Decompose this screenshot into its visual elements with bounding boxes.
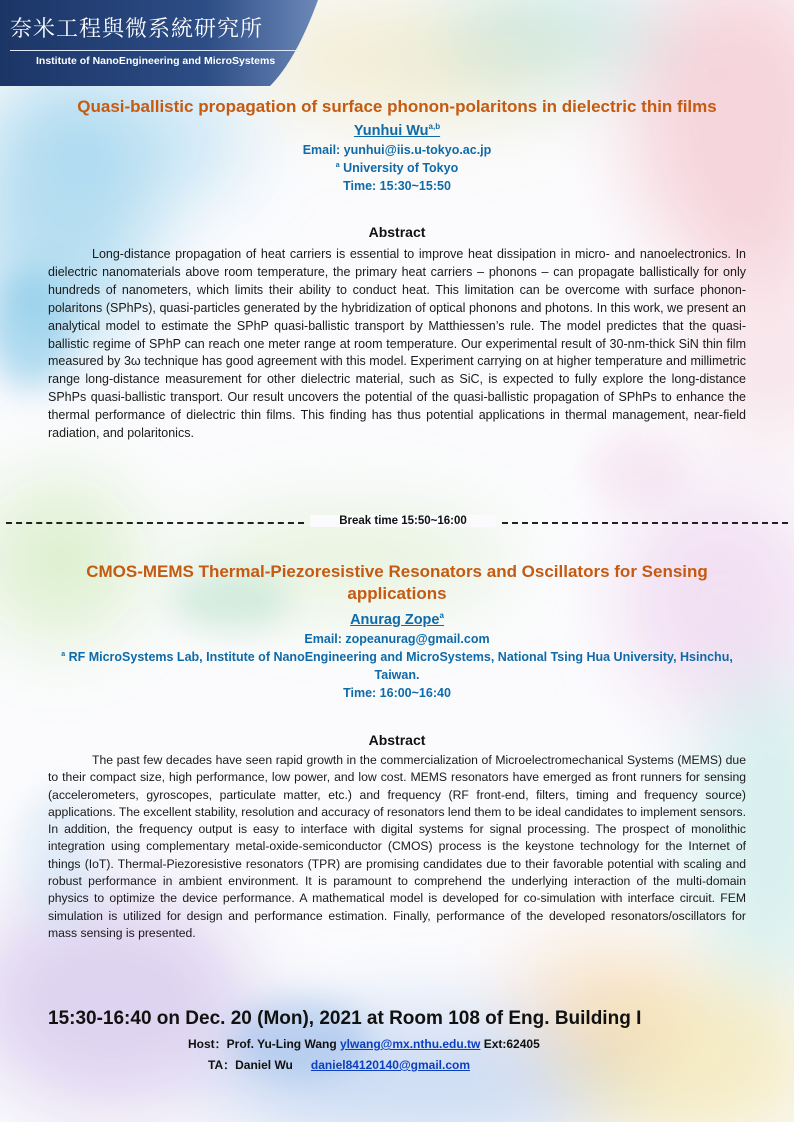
host-label: Host：Prof. Yu-Ling Wang xyxy=(188,1037,340,1051)
ta-contact xyxy=(208,1056,470,1073)
break-time-label: Break time 15:50~16:00 xyxy=(310,515,496,527)
host-contact xyxy=(188,1035,540,1052)
ta-email-link[interactable]: daniel84120140@gmail.com xyxy=(310,1058,471,1072)
talk2-speaker-superscript: a xyxy=(439,611,444,620)
ta-label: TA：Daniel Wu xyxy=(208,1058,293,1072)
institute-banner xyxy=(0,0,318,86)
break-dash-left xyxy=(6,522,304,524)
talk2-speaker[interactable]: Anurag Zope$^a$ xyxy=(350,611,444,628)
host-extension: Ext:62405 xyxy=(480,1037,540,1051)
host-email-link[interactable]: ylwang@mx.nthu.edu.tw xyxy=(340,1037,481,1051)
institute-chinese-name: 奈米工程與微系統研究所 xyxy=(10,17,264,42)
talk2-title: CMOS-MEMS Thermal-Piezoresistive Resonators and Oscillators for Sensing applications xyxy=(86,562,708,603)
event-details: 15:30-16:40 on Dec. 20 (Mon), 2021 at Room 108 of Eng. Building I xyxy=(48,1008,642,1029)
talk1-email: Email: yunhui@iis.u-tokyo.ac.jp xyxy=(302,143,492,157)
institute-english-name: Institute of NanoEngineering and MicroSystems xyxy=(36,55,276,67)
talk1-speaker-superscript: a,b xyxy=(428,122,441,131)
talk2-info xyxy=(40,610,754,702)
talk2-abstract-text: The past few decades have seen rapid growth in the commercialization of Microelectromechanical Systems (MEMS) due to their compact size, high performance, low power, and low cost. MEMS resonators have emerged as front runners for sensing (accelerometers, gyroscopes, particulate matter, etc.) and frequency (RF front-end, filters, timing and frequency source) applications. The excellent stability, resolution and accuracy of resonators lend them to be ideal candidates to implement sensors. In addition, the frequency output is easy to interface with digital systems for signal processing. The prospect of monolithic integration using complementary metal-oxide-semiconductor (CMOS) process is the keystone technology for the Internet of things (IoT). Thermal-Piezoresistive resonators (TPR) are promising candidates due to their favorable potential with scaling and robust performance in ambient environment. It is paramount to comprehend the underlying interaction of the multi-domain physics to optimize the device performance. A mathematical model is developed for co-simulation with interface circuit. FEM simulation is utilized for design and performance estimation. Finally, performance of the developed resonators/oscillators for mass sensing is presented. xyxy=(48,753,747,940)
talk2-time: Time: 16:00~16:40 xyxy=(343,686,451,700)
talk1-abstract-heading: Abstract xyxy=(368,224,426,240)
talk1-time: Time: 15:30~15:50 xyxy=(343,179,451,193)
talk2-affiliation: $^a$ RF MicroSystems Lab, Institute of NanoEngineering and MicroSystems, National Tsing Hua University, Hsinchu, Taiwan. xyxy=(61,650,733,682)
talk1-title: Quasi-ballistic propagation of surface phonon-polaritons in dielectric thin films xyxy=(77,97,717,116)
banner-divider xyxy=(10,50,298,51)
talk1-affiliation: $^a$ University of Tokyo xyxy=(335,161,459,175)
break-divider xyxy=(6,514,788,532)
talk2-email: Email: zopeanurag@gmail.com xyxy=(304,632,490,646)
talk1-info xyxy=(40,121,754,195)
talk1-speaker[interactable]: Yunhui Wu$^{a,b}$ xyxy=(353,122,441,139)
talk1-abstract-text: Long-distance propagation of heat carriers is essential to improve heat dissipation in micro- and nanoelectronics. In dielectric nanomaterials above room temperature, the primary heat carriers – phonons – can propagate ballistically for only hundreds of nanometers, which limits their ability to conduct heat. This limitation can be overcome with surface phonon-polaritons (SPhPs), quasi-particles generated by the hybridization of optical phonons and photons. In this work, we present an analytical model to estimate the SPhP quasi-ballistic transport by Matthiessen’s rule. The model predictes that the quasi-ballistic regime of SPhP can reach one meter range at room temperature. Our experimental result of 30-nm-thick SiN thin film measured by 3ω technique has good agreement with this model. Experiment carrying on at higher temperature and millimetric range long-distance measurement for other dielectric material, such as SiC, is expected to fully explore the long-distance SPhPs quasi-ballistic transport. Our result uncovers the potential of the quasi-ballistic propagation of SPhPs to enhance the thermal performance of dielectric thin films. This finding has thus potential applications in thermal management, near-field radiation, and polaritonics. xyxy=(48,247,746,441)
talk2-abstract-heading: Abstract xyxy=(368,732,426,748)
break-dash-right xyxy=(502,522,788,524)
